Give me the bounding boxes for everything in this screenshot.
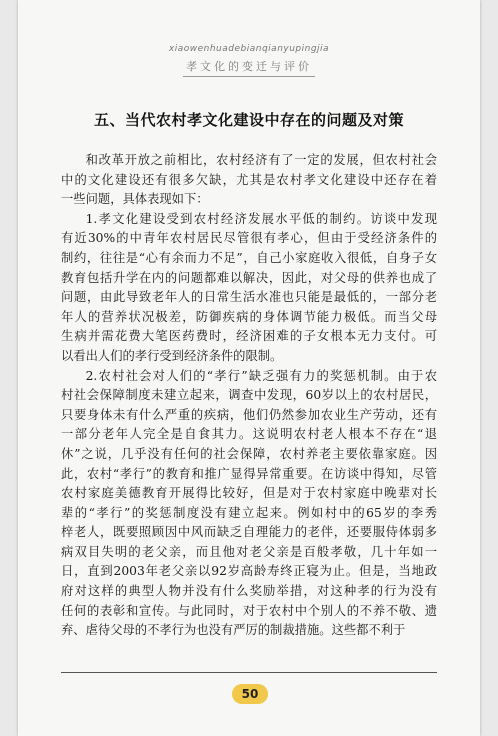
text-line: 任何的表彰和宣传。与此同时，对于农村中个别人的不养不敬、遗 <box>61 603 437 618</box>
text-line: 休”之说，几乎没有任何的社会保障，农村养老主要依靠家庭。因 <box>61 446 437 461</box>
text-line: 府对这样的典型人物并没有什么奖励举措，对这种孝的行为没有 <box>61 584 437 599</box>
text-line: 村社会保障制度未建立起来，调查中发现，60岁以上的农村居民， <box>61 388 437 403</box>
text-line: 农村家庭美德教育开展得比较好，但是对于农村家庭中晚辈对长 <box>61 486 437 501</box>
running-header-title: 孝文化的变迁与评价 <box>186 60 312 73</box>
page-number-badge: 50 <box>232 684 268 704</box>
running-header-pinyin: xiaowenhuadebianqianyupingjia <box>168 44 330 54</box>
text-line: 有近30%的中青年农村居民尽管很有孝心，但由于受经济条件的 <box>61 231 437 246</box>
paragraph <box>61 210 437 367</box>
text-line: 制约，往往是“心有余而力不足”，自己小家庭收入很低，自身子女 <box>61 250 437 265</box>
text-line: 弃、虐待父母的不孝行为也没有严厉的制裁措施。这些都不利于 <box>61 623 406 638</box>
text-line: 一部分老年人完全是自食其力。这说明农村老人根本不存在“退 <box>61 427 437 442</box>
text-line: 此，农村“孝行”的教育和推广显得异常重要。在访谈中得知，尽管 <box>61 466 437 481</box>
text-line: 1.孝文化建设受到农村经济发展水平低的制约。访谈中发现 <box>85 211 437 226</box>
body-text <box>61 151 437 641</box>
text-line: 一些问题，具体表现如下： <box>61 192 209 207</box>
text-line: 梓老人，既要照顾因中风而缺乏自理能力的老伴，还要服侍体弱多 <box>61 525 437 540</box>
footer-divider <box>61 672 437 673</box>
text-line: 年人的营养状况极差，防御疾病的身体调节能力极低。而当父母 <box>61 309 437 324</box>
book-page <box>18 0 480 736</box>
text-line: 只要身体未有什么严重的疾病，他们仍然参加农业生产劳动，还有 <box>61 407 437 422</box>
text-line: 问题，由此导致老年人的日常生活水准也只能是最低的，一部分老 <box>61 290 437 305</box>
text-line: 生病并需花费大笔医药费时，经济困难的子女根本无力支付。可 <box>61 329 437 344</box>
text-line: 辈的“孝行”的奖惩制度没有建立起来。例如村中的65岁的李秀 <box>61 505 437 520</box>
text-line: 病双目失明的老父亲，而且他对老父亲是百般孝敬，几十年如一 <box>61 544 437 559</box>
paragraph <box>61 151 437 210</box>
text-line: 中的文化建设还有很多欠缺，尤其是农村孝文化建设中还存在着 <box>61 172 437 187</box>
header-divider <box>183 76 315 77</box>
section-title: 五、当代农村孝文化建设中存在的问题及对策 <box>93 111 404 129</box>
text-line: 教育包括升学在内的问题都难以解决，因此，对父母的供养也成了 <box>61 270 437 285</box>
text-line: 2.农村社会对人们的“孝行”缺乏强有力的奖惩机制。由于农 <box>85 368 437 383</box>
text-line: 和改革开放之前相比，农村经济有了一定的发展，但农村社会 <box>85 153 437 167</box>
text-line: 日，直到2003年老父亲以92岁高龄寿终正寝为止。但是，当地政 <box>61 564 437 579</box>
paragraph <box>61 367 437 641</box>
text-line: 以看出人们的孝行受到经济条件的限制。 <box>61 348 283 363</box>
